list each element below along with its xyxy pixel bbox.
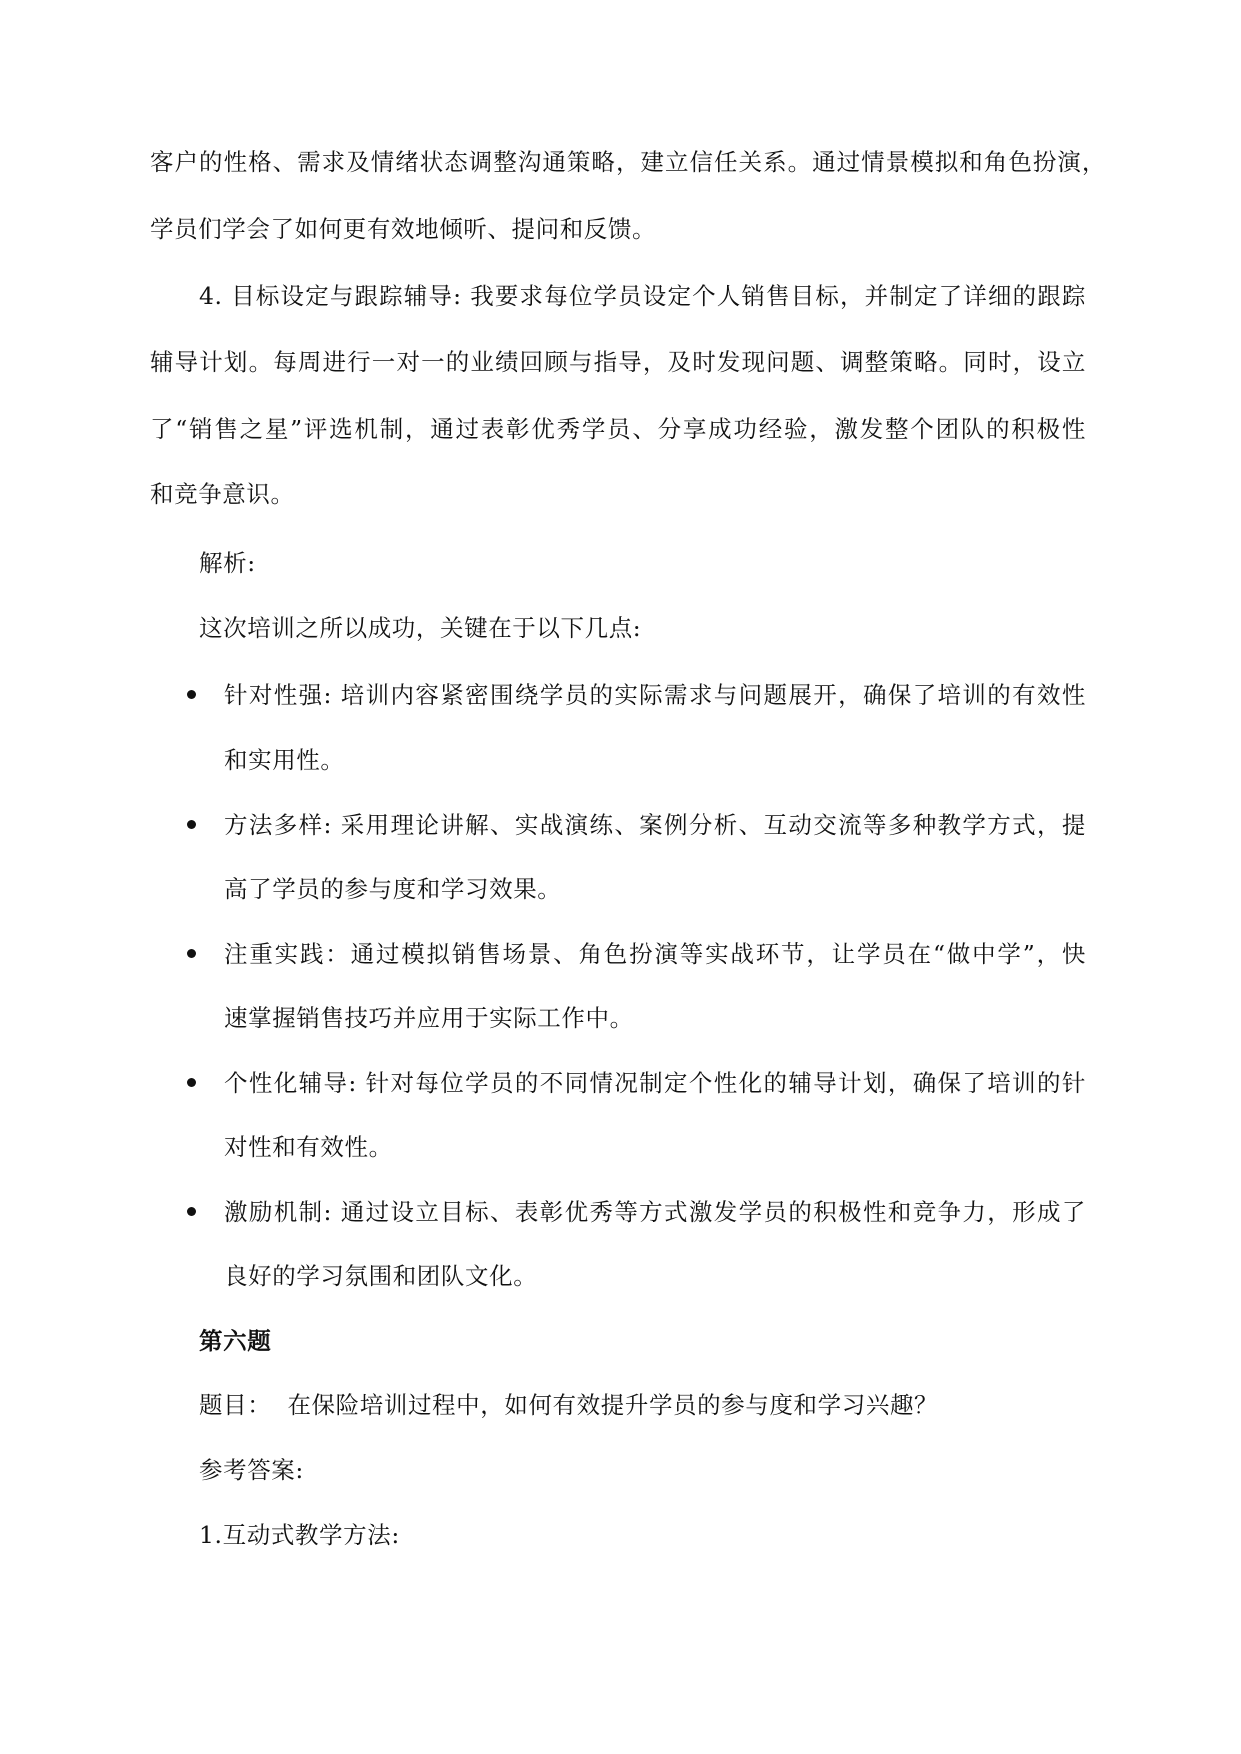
answer-first-item: 1.互动式教学方法: xyxy=(199,1521,400,1549)
list-item-line-1: 个性化辅导: 针对每位学员的不同情况制定个性化的辅导计划，确保了培训的针 xyxy=(224,1069,1086,1097)
bullet-icon xyxy=(187,820,196,829)
bullet-icon xyxy=(187,1207,196,1216)
bullet-icon xyxy=(187,949,196,958)
analysis-heading: 解析: xyxy=(199,549,256,577)
bullet-icon xyxy=(187,690,196,699)
paragraph-4-line-1: 4. 目标设定与跟踪辅导: 我要求每位学员设定个人销售目标，并制定了详细的跟踪 xyxy=(199,282,1086,310)
list-item-line-2: 良好的学习氛围和团队文化。 xyxy=(224,1262,538,1290)
list-item-line-1: 注重实践：通过模拟销售场景、角色扮演等实战环节，让学员在“做中学”，快 xyxy=(224,940,1086,968)
list-item-line-2: 和实用性。 xyxy=(224,746,345,774)
paragraph-3-line-1: 客户的性格、需求及情绪状态调整沟通策略，建立信任关系。通过情景模拟和角色扮演， xyxy=(150,148,1106,176)
analysis-intro: 这次培训之所以成功，关键在于以下几点: xyxy=(199,614,642,642)
paragraph-3-line-2: 学员们学会了如何更有效地倾听、提问和反馈。 xyxy=(150,215,657,243)
list-item-line-1: 针对性强: 培训内容紧密围绕学员的实际需求与问题展开，确保了培训的有效性 xyxy=(224,681,1086,709)
section-heading: 第六题 xyxy=(199,1327,272,1355)
bullet-icon xyxy=(187,1078,196,1087)
list-item-line-2: 速掌握销售技巧并应用于实际工作中。 xyxy=(224,1004,634,1032)
paragraph-4-line-3: 了“销售之星”评选机制，通过表彰优秀学员、分享成功经验，激发整个团队的积极性 xyxy=(150,415,1086,443)
question-text: 题目： 在保险培训过程中，如何有效提升学员的参与度和学习兴趣？ xyxy=(199,1391,939,1419)
list-item-line-2: 高了学员的参与度和学习效果。 xyxy=(224,875,562,903)
answer-label: 参考答案: xyxy=(199,1456,304,1484)
list-item-line-2: 对性和有效性。 xyxy=(224,1133,393,1161)
paragraph-4-line-4: 和竞争意识。 xyxy=(150,480,295,508)
paragraph-4-line-2: 辅导计划。每周进行一对一的业绩回顾与指导，及时发现问题、调整策略。同时，设立 xyxy=(150,348,1086,376)
list-item-line-1: 方法多样: 采用理论讲解、实战演练、案例分析、互动交流等多种教学方式，提 xyxy=(224,811,1086,839)
list-item-line-1: 激励机制: 通过设立目标、表彰优秀等方式激发学员的积极性和竞争力，形成了 xyxy=(224,1198,1086,1226)
